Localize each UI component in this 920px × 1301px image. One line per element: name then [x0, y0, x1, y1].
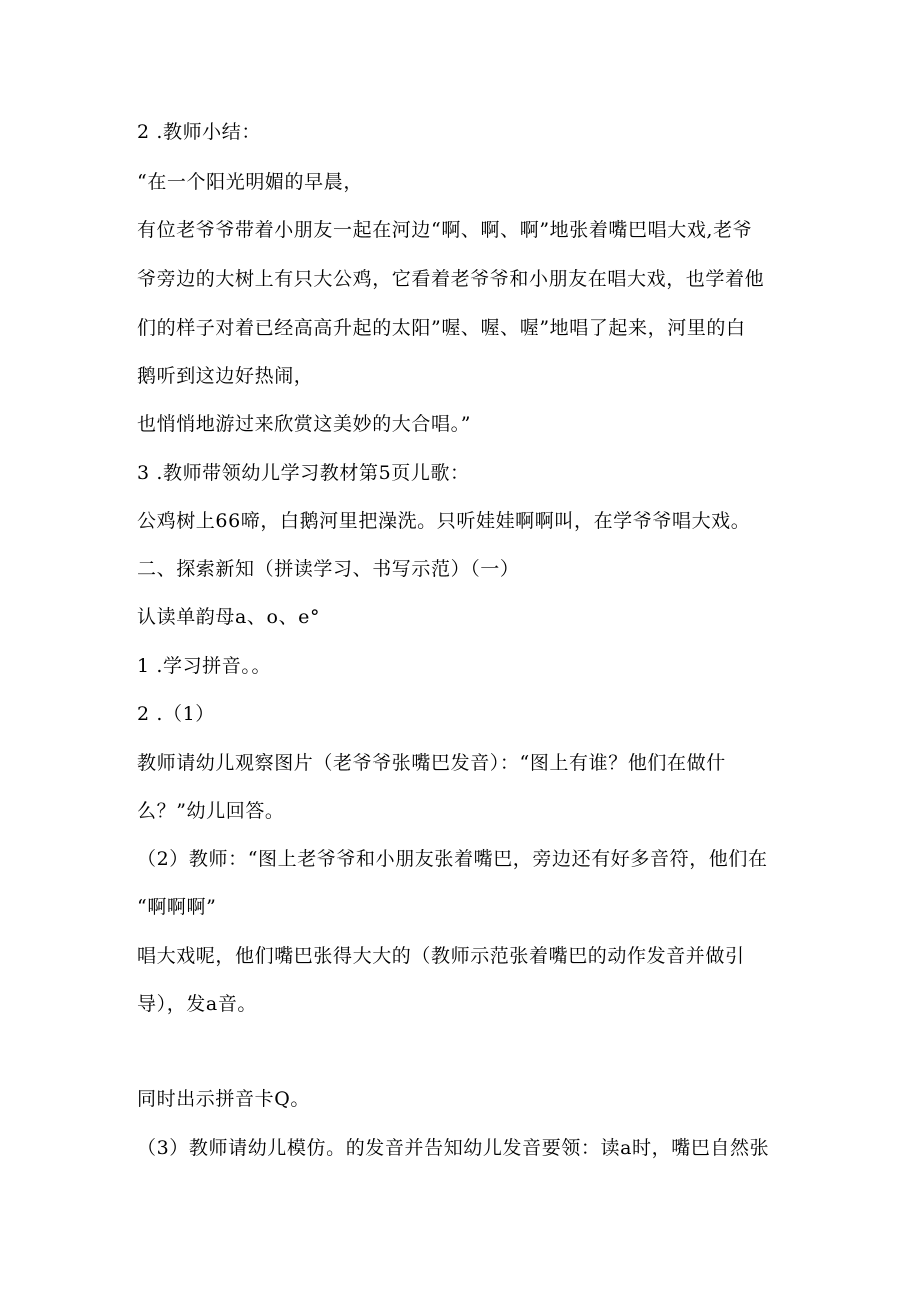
- section-heading-nursery-rhyme: 3 .教师带领幼儿学习教材第5页儿歌：: [137, 462, 470, 484]
- paragraph-line: 公鸡树上66啼，白鹅河里把澡洗。只听娃娃啊啊叫，在学爷爷唱大戏。: [137, 510, 751, 532]
- section-heading-step-2: 2 .（1）: [137, 703, 215, 725]
- paragraph-line: “啊啊啊”: [137, 896, 217, 918]
- paragraph-line: （3）教师请幼儿模仿。的发音并告知幼儿发音要领：读a时，嘴巴自然张: [137, 1137, 770, 1159]
- paragraph-line: 爷旁边的大树上有只大公鸡，它看着老爷爷和小朋友在唱大戏，也学着他: [137, 268, 765, 290]
- section-heading-explore: 二、探索新知（拼读学习、书写示范）（一）: [137, 558, 520, 580]
- paragraph-line: 鹅听到这边好热闹，: [137, 365, 314, 387]
- paragraph-line: 教师请幼儿观察图片（老爷爷张嘴巴发音）：“图上有谁？他们在做什: [137, 752, 726, 774]
- paragraph-line: 同时出示拼音卡Q。: [137, 1088, 310, 1110]
- paragraph-line: “在一个阳光明媚的早晨，: [137, 171, 363, 193]
- paragraph-line: 唱大戏呢，他们嘴巴张得大大的（教师示范张着嘴巴的动作发音并做引: [137, 945, 745, 967]
- paragraph-line: 认读单韵母a、o、e°: [137, 606, 321, 628]
- section-heading-teacher-summary: 2 .教师小结：: [137, 121, 261, 143]
- section-heading-learn-pinyin: 1 .学习拼音。。: [137, 655, 272, 677]
- paragraph-line: 们的样子对着已经高高升起的太阳”喔、喔、喔”地唱了起来，河里的白: [137, 317, 746, 339]
- paragraph-line: 导），发a音。: [137, 993, 258, 1015]
- paragraph-line: 有位老爷爷带着小朋友一起在河边“啊、啊、啊”地张着嘴巴唱大戏,老爷: [137, 219, 753, 241]
- paragraph-line: （2）教师：“图上老爷爷和小朋友张着嘴巴，旁边还有好多音符，他们在: [137, 848, 768, 870]
- paragraph-line: 么？”幼儿回答。: [137, 800, 285, 822]
- paragraph-line: 也悄悄地游过来欣赏这美妙的大合唱。”: [137, 413, 472, 435]
